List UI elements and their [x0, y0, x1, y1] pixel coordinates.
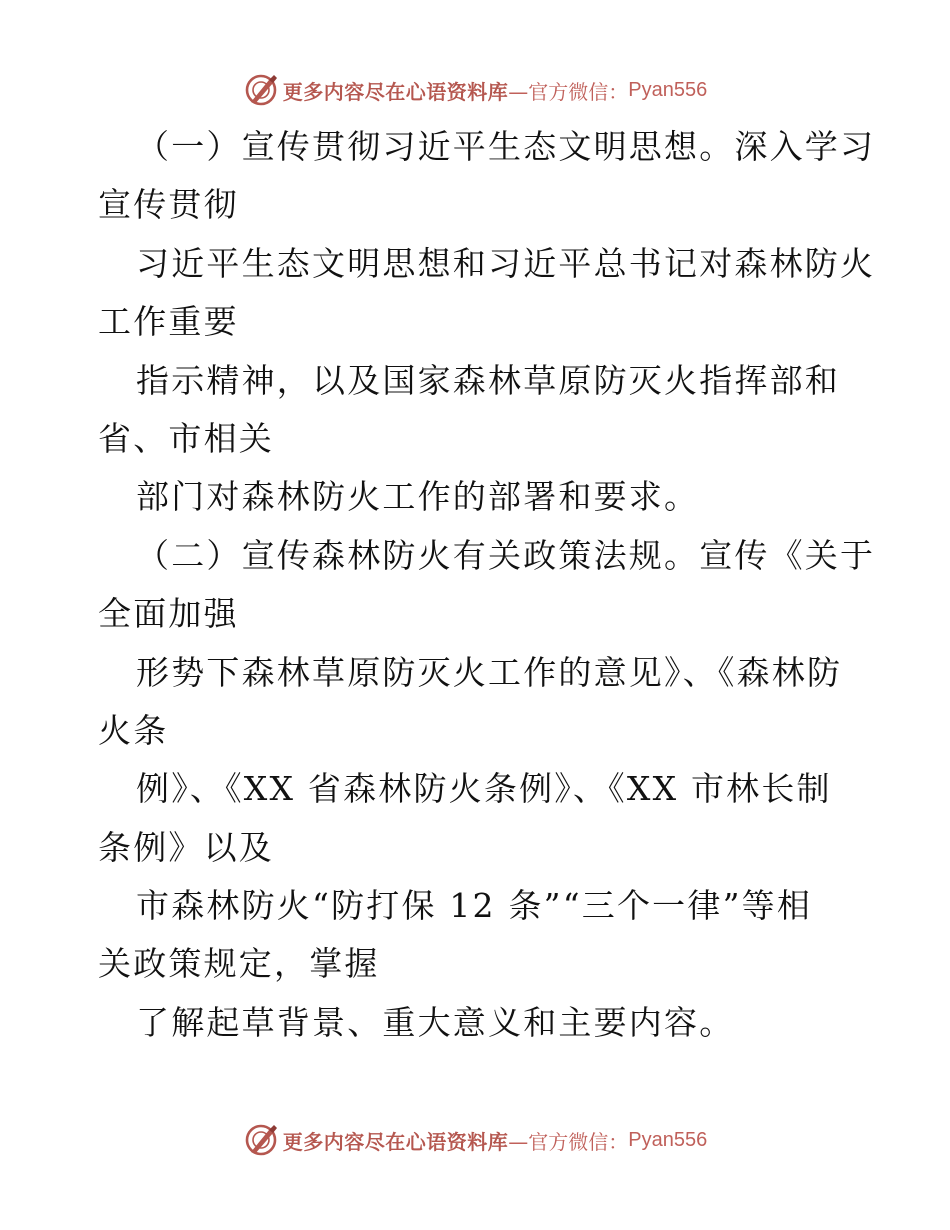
text-line: 习近平生态文明思想和习近平总书记对森林防火	[136, 243, 876, 283]
text-line: 宣传贯彻	[98, 185, 239, 225]
header-banner-wechat-label: —官方微信：	[508, 79, 629, 104]
text-line: 例》、《XX 省森林防火条例》、《XX 市林长制	[136, 769, 832, 809]
text-line: 形势下森林草原防灭火工作的意见》、《森林防	[136, 652, 843, 692]
pen-circle-logo-icon	[243, 1122, 279, 1158]
text-line: （二）宣传森林防火有关政策法规。宣传《关于	[136, 535, 876, 575]
footer-banner-title: 更多内容尽在心语资料库	[282, 1129, 509, 1154]
document-body	[98, 118, 876, 1052]
text-line: 指示精神，以及国家森林草原防灭火指挥部和	[136, 360, 840, 400]
footer-banner-wechat-id: Pyan556	[628, 1128, 708, 1151]
text-line: （一）宣传贯彻习近平生态文明思想。深入学习	[136, 127, 876, 166]
footer-banner	[0, 1120, 950, 1160]
text-line: 火条	[98, 710, 169, 750]
text-line: 了解起草背景、重大意义和主要内容。	[136, 1002, 735, 1042]
text-line: 全面加强	[98, 594, 239, 634]
footer-banner-wechat-label: —官方微信：	[508, 1129, 629, 1154]
header-banner-wechat-id: Pyan556	[628, 78, 708, 101]
text-line: 省、市相关	[98, 418, 274, 458]
text-line: 部门对森林防火工作的部署和要求。	[136, 477, 700, 517]
header-banner	[0, 70, 950, 110]
text-line: 关政策规定，掌握	[98, 944, 380, 984]
text-line: 工作重要	[98, 302, 239, 342]
text-line: 市森林防火“防打保 12 条”“三个一律”等相	[136, 886, 813, 926]
pen-circle-logo-icon	[243, 72, 279, 108]
text-line: 条例》以及	[98, 827, 274, 867]
header-banner-title: 更多内容尽在心语资料库	[282, 79, 509, 104]
